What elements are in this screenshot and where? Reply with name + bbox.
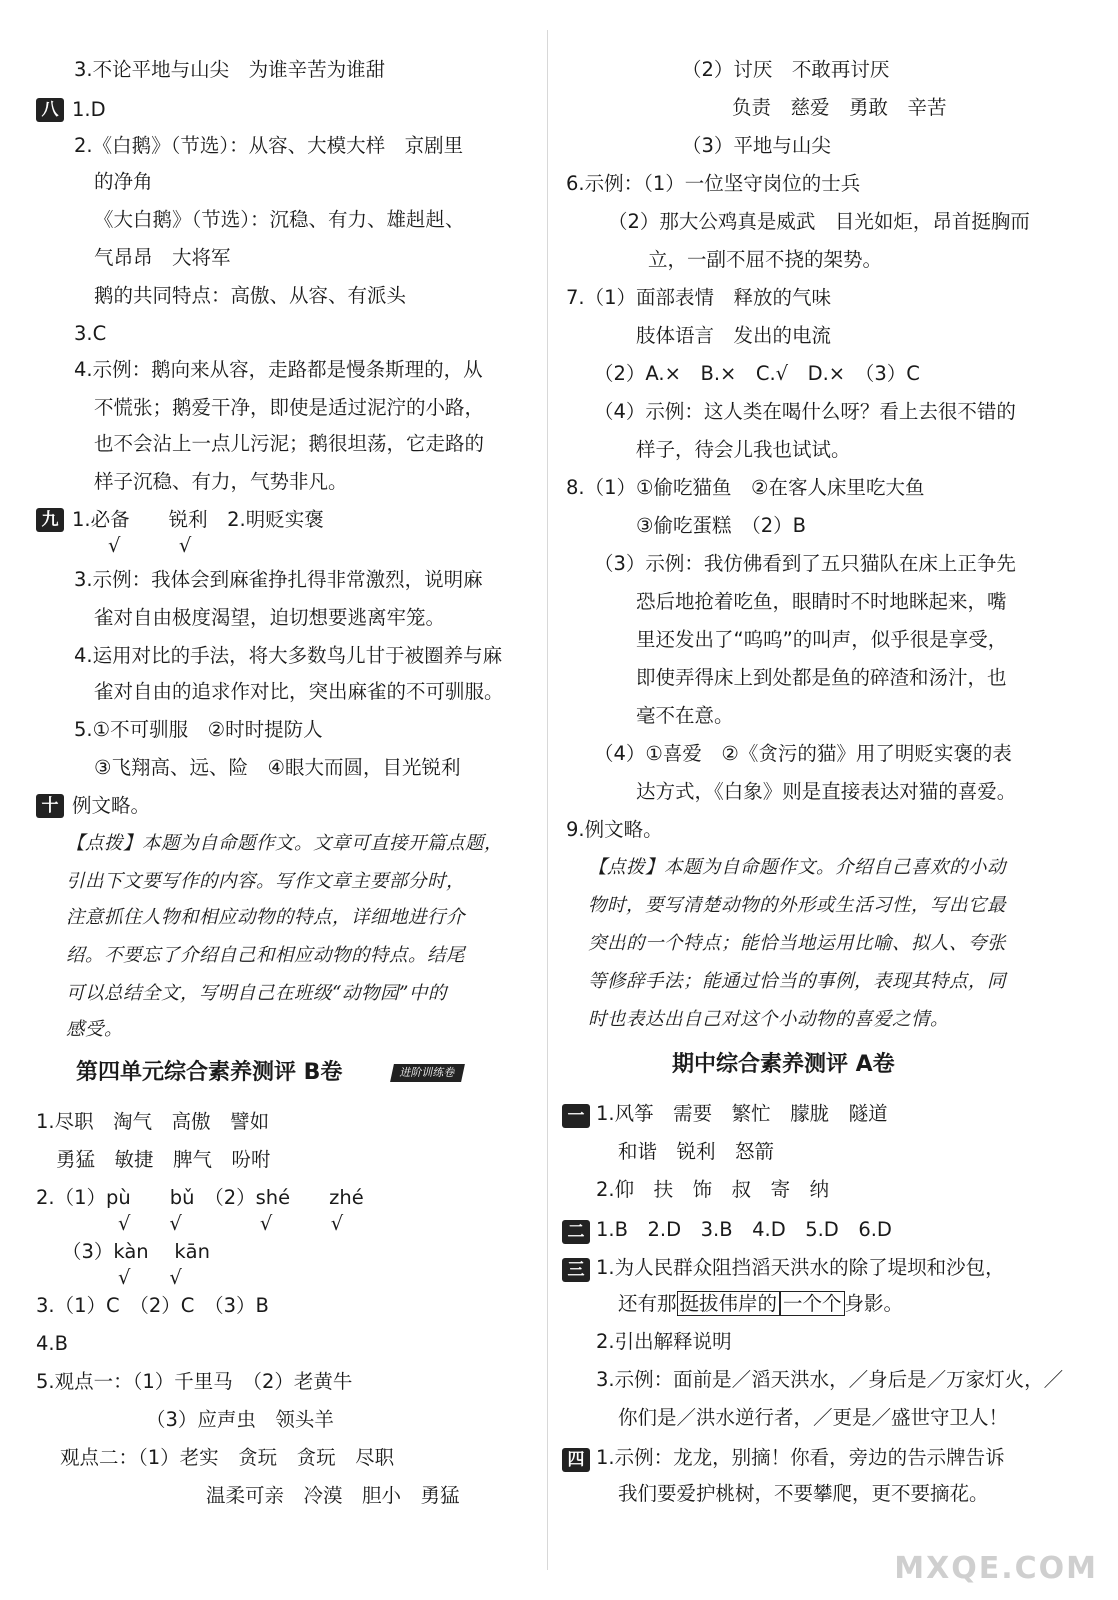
answer-line: 3.C <box>74 322 107 345</box>
section-badge-9: 九 <box>36 508 64 532</box>
hint-line: 【点拨】本题为自命题作文。介绍自己喜欢的小动 <box>588 857 1007 878</box>
answer-line: 9.例文略。 <box>566 818 663 841</box>
section-badge-4: 四 <box>562 1448 590 1472</box>
answer-line: （3）平地与山尖 <box>682 134 831 157</box>
answer-line: 1.为人民群众阻挡滔天洪水的除了堤坝和沙包， <box>596 1256 1005 1279</box>
answer-line: 8.（1）①偷吃猫鱼 ②在客人床里吃大鱼 <box>566 476 925 499</box>
answer-line: 样子沉稳、有力，气势非凡。 <box>94 470 348 493</box>
answer-line: 达方式，《白象》则是直接表达对猫的喜爱。 <box>636 780 1017 803</box>
answer-line: 2.仰 扶 饰 叔 寄 纳 <box>596 1178 830 1201</box>
section-badge-2: 二 <box>562 1220 590 1244</box>
answer-line: 雀对自由极度渴望，迫切想要逃离牢笼。 <box>94 606 446 629</box>
answer-line: 1.必备 锐利 2.明贬实褒 <box>72 508 324 531</box>
answer-line: 例文略。 <box>72 794 151 817</box>
answer-line: ③飞翔高、远、险 ④眼大而圆，目光锐利 <box>94 756 461 779</box>
answer-line: 立，一副不屈不挠的架势。 <box>648 248 883 271</box>
answer-line: 肢体语言 发出的电流 <box>636 324 832 347</box>
answer-text: 身影。 <box>844 1292 904 1315</box>
boxed-phrase: 一个个 <box>780 1291 845 1316</box>
answer-line: 3.示例：我体会到麻雀挣扎得非常激烈，说明麻 <box>74 568 483 591</box>
answer-line: （4）示例：这人类在喝什么呀？看上去很不错的 <box>594 400 1016 423</box>
answer-line: 观点二：（1）老实 贪玩 贪玩 尽职 <box>60 1446 395 1469</box>
answer-line: 恐后地抢着吃鱼，眼睛时不时地眯起来，嘴 <box>636 590 1007 613</box>
answer-line: 你们是／洪水逆行者，／更是／盛世守卫人！ <box>618 1406 1009 1429</box>
answer-line: （2）那大公鸡真是威武 目光如炬，昂首挺胸而 <box>608 210 1030 233</box>
hint-line: 时也表达出自己对这个小动物的喜爱之情。 <box>588 1009 950 1030</box>
answer-line: 1.示例：龙龙，别摘！你看，旁边的告示牌告诉 <box>596 1446 1005 1469</box>
hint-line: 引出下文要写作的内容。写作文章主要部分时， <box>66 871 466 892</box>
answer-line: 4.B <box>36 1332 68 1355</box>
answer-line: （3）应声虫 领头羊 <box>146 1408 334 1431</box>
check-marks: √ √ <box>118 1266 182 1289</box>
answer-line: 4.运用对比的手法，将大多数鸟儿甘于被圈养与麻 <box>74 644 503 667</box>
unit-test-title: 第四单元综合素养测评 B卷 <box>76 1060 343 1085</box>
answer-line: 1.尽职 淘气 高傲 譬如 <box>36 1110 270 1133</box>
answer-line: 5.①不可驯服 ②时时提防人 <box>74 718 323 741</box>
answer-text: 还有那 <box>618 1292 677 1315</box>
hint-line: 注意抓住人物和相应动物的特点，详细地进行介 <box>66 907 466 928</box>
hint-line: 突出的一个特点；能恰当地运用比喻、拟人、夸张 <box>588 933 1007 954</box>
answer-line: 雀对自由的追求作对比，突出麻雀的不可驯服。 <box>94 680 504 703</box>
watermark: MXQE.COM <box>894 1551 1098 1586</box>
section-badge-8: 八 <box>36 98 64 122</box>
answer-line: 的净角 <box>94 170 153 193</box>
answer-line: 温柔可亲 冷漠 胆小 勇猛 <box>206 1484 460 1507</box>
answer-line: （2）A.× B.× C.√ D.× （3）C <box>594 362 920 385</box>
answer-line: 也不会沾上一点儿污泥；鹅很坦荡，它走路的 <box>94 432 485 455</box>
answer-line: 4.示例：鹅向来从容，走路都是慢条斯理的，从 <box>74 358 483 381</box>
section-badge-10: 十 <box>36 794 64 818</box>
midterm-test-title: 期中综合素养测评 A卷 <box>672 1052 895 1077</box>
answer-line: 即使弄得床上到处都是鱼的碎渣和汤汁，也 <box>636 666 1007 689</box>
check-marks: √ √ √ √ <box>118 1212 344 1235</box>
answer-line: （3）示例：我仿佛看到了五只猫队在床上正争先 <box>594 552 1016 575</box>
answer-line: 2.（1）pù bǔ （2）shé zhé <box>36 1186 364 1209</box>
answer-line: 1.B 2.D 3.B 4.D 5.D 6.D <box>596 1218 892 1241</box>
answer-line: （3）kàn kān <box>62 1240 210 1263</box>
hint-line: 等修辞手法；能通过恰当的事例，表现其特点，同 <box>588 971 1007 992</box>
answer-line: 勇猛 敏捷 脾气 吩咐 <box>56 1148 271 1171</box>
answer-line: 5.观点一：（1）千里马 （2）老黄牛 <box>36 1370 353 1393</box>
answer-line: 不慌张；鹅爱干净，即使是适过泥泞的小路， <box>94 396 485 419</box>
hint-line: 物时，要写清楚动物的外形或生活习性，写出它最 <box>588 895 1007 916</box>
unit-test-tag: 进阶训练卷 <box>390 1064 465 1082</box>
answer-line: 7.（1）面部表情 释放的气味 <box>566 286 832 309</box>
hint-line: 感受。 <box>66 1019 124 1040</box>
answer-line: 鹅的共同特点：高傲、从容、有派头 <box>94 284 407 307</box>
answer-line: （2）讨厌 不敢再讨厌 <box>682 58 890 81</box>
hint-line: 【点拨】本题为自命题作文。文章可直接开篇点题， <box>66 833 504 854</box>
answer-line: 1.D <box>72 98 106 121</box>
answer-line: 我们要爱护桃树，不要攀爬，更不要摘花。 <box>618 1482 989 1505</box>
answer-line: 和谐 锐利 怒箭 <box>618 1140 775 1163</box>
hint-line: 可以总结全文，写明自己在班级“动物园”中的 <box>66 983 447 1004</box>
answer-line: 2.引出解释说明 <box>596 1330 732 1353</box>
hint-line: 绍。不要忘了介绍自己和相应动物的特点。结尾 <box>66 945 466 966</box>
answer-line: 里还发出了“呜呜”的叫声，似乎很是享受， <box>636 628 1008 651</box>
column-divider <box>547 30 548 1570</box>
answer-line: 毫不在意。 <box>636 704 734 727</box>
answer-line: （4）①喜爱 ②《贪污的猫》用了明贬实褒的表 <box>594 742 1012 765</box>
section-badge-1: 一 <box>562 1104 590 1128</box>
answer-line: 3.（1）C （2）C （3）B <box>36 1294 269 1317</box>
answer-line: 1.风筝 需要 繁忙 朦胧 隧道 <box>596 1102 888 1125</box>
answer-line: 6.示例：（1）一位坚守岗位的士兵 <box>566 172 861 195</box>
answer-line: 3.不论平地与山尖 为谁辛苦为谁甜 <box>74 58 386 81</box>
answer-line: ③偷吃蛋糕 （2）B <box>636 514 807 537</box>
answer-line: 3.示例：面前是／滔天洪水，／身后是／万家灯火，／ <box>596 1368 1064 1391</box>
boxed-phrase: 挺拔伟岸的 <box>677 1291 781 1316</box>
answer-line: 《大白鹅》（节选）：沉稳、有力、雄赳赳、 <box>94 208 465 231</box>
answer-line: 2.《白鹅》（节选）：从容、大模大样 京剧里 <box>74 134 464 157</box>
answer-line: 样子，待会儿我也试试。 <box>636 438 851 461</box>
check-marks: √ √ <box>108 534 192 557</box>
answer-line: 负责 慈爱 勇敢 辛苦 <box>732 96 947 119</box>
answer-line-boxed <box>618 1290 903 1318</box>
answer-line: 气昂昂 大将军 <box>94 246 231 269</box>
section-badge-3: 三 <box>562 1258 590 1282</box>
